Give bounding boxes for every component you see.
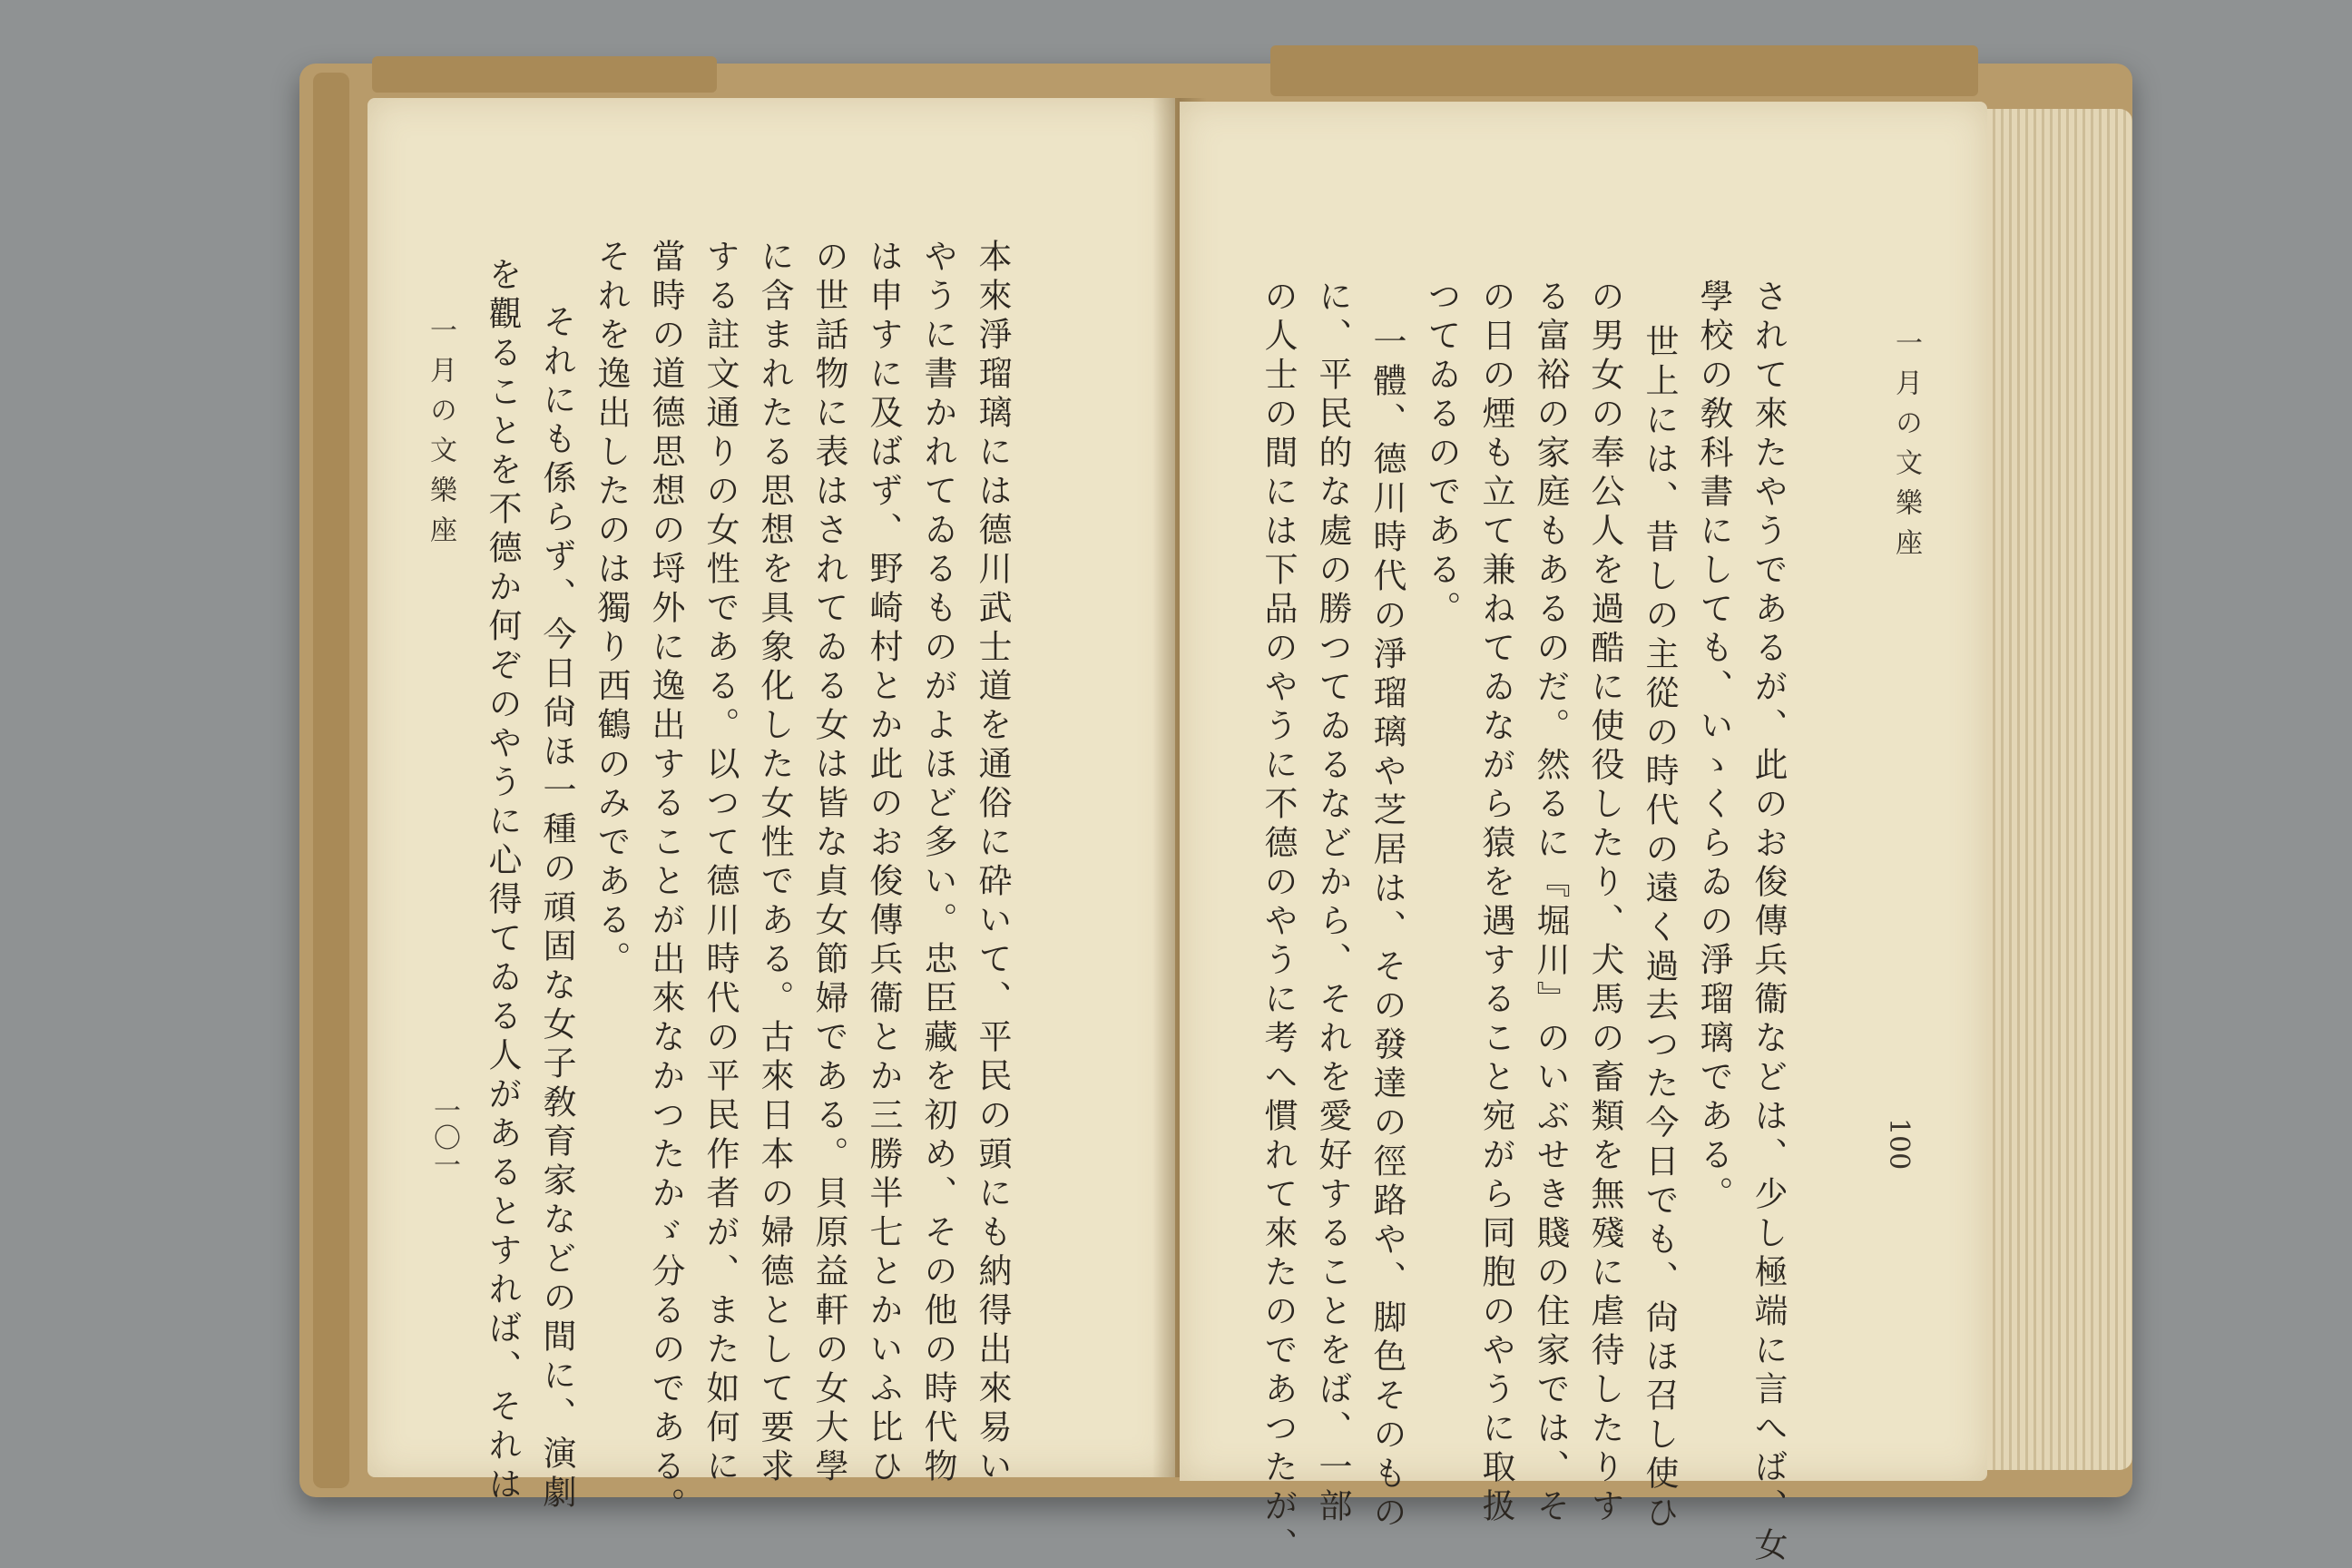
- torn-cover-top-left: [372, 56, 717, 93]
- right-page: [1180, 102, 1987, 1566]
- right-line-8: 一體、德川時代の淨瑠璃や芝居は、その發達の徑路や、脚色そのもの: [1367, 324, 1406, 1534]
- right-page-number: 100: [1883, 1118, 1915, 1171]
- page-block-edge: [1987, 109, 2132, 1470]
- right-line-4: の男女の奉公人を過酷に使役したり、犬馬の畜類を無殘に虐待したりす: [1585, 279, 1624, 1527]
- left-page-header: 一月の文樂座: [425, 316, 456, 555]
- left-line-8: それを逸出したのは獨り西鶴のみである。: [592, 239, 631, 980]
- left-page: [368, 98, 1175, 1526]
- right-line-3: 世上には、昔しの主從の時代の遠く過去つた今日でも、尙ほ召し使ひ: [1640, 324, 1679, 1534]
- left-page-number: 一〇一: [428, 1096, 460, 1178]
- right-line-6: の日の煙も立て兼ねてゐながら猿を遇すること宛がら同胞のやうに取扱: [1476, 279, 1515, 1527]
- right-line-9: に、平民的な處の勝つてゐるなどから、それを愛好することをば、一部: [1313, 279, 1352, 1527]
- left-line-5: に含まれたる思想を具象化した女性である。古來日本の婦德として要求: [755, 239, 794, 1487]
- left-line-1: 本來淨瑠璃には德川武士道を通俗に砕いて、平民の頭にも納得出來易い: [973, 239, 1012, 1487]
- right-line-2: 學校の敎科書にしても、いゝくらゐの淨瑠璃である。: [1694, 279, 1733, 1215]
- left-line-3: は申すに及ばず、野崎村とか此のお俊傳兵衞とか三勝半七とかいふ比ひ: [864, 239, 903, 1487]
- right-page-header: 一月の文樂座: [1890, 328, 1922, 568]
- right-line-5: る富裕の家庭もあるのだ。然るに『堀川』のいぶせき賤の住家では、そ: [1531, 279, 1570, 1527]
- left-line-4: の世話物に表はされてゐる女は皆な貞女節婦である。貝原益軒の女大學: [809, 239, 848, 1487]
- torn-cover-edge: [313, 73, 349, 1488]
- right-line-10: の人士の間には下品のやうに不德のやうに考へ慣れて來たのであつたが、: [1259, 279, 1298, 1566]
- torn-cover-top-right: [1270, 45, 1978, 96]
- right-line-7: つてゐるのである。: [1422, 279, 1461, 630]
- left-line-7: 當時の道德思想の埒外に逸出することが出來なかつたかゞ分るのである。: [646, 239, 685, 1526]
- left-line-6: する註文通りの女性である。以つて德川時代の平民作者が、また如何に: [701, 239, 740, 1487]
- left-line-10: を觀ることを不德か何ぞのやうに心得てゐる人があるとすれば、それは: [483, 257, 522, 1505]
- left-line-9: それにも係らず、今日尙ほ一種の頑固な女子敎育家などの間に、演劇: [537, 304, 576, 1514]
- right-line-1: されて來たやうであるが、此のお俊傳兵衞などは、少し極端に言へば、女: [1749, 279, 1788, 1566]
- left-line-2: やうに書かれてゐるものがよほど多い。忠臣藏を初め、その他の時代物: [918, 239, 957, 1487]
